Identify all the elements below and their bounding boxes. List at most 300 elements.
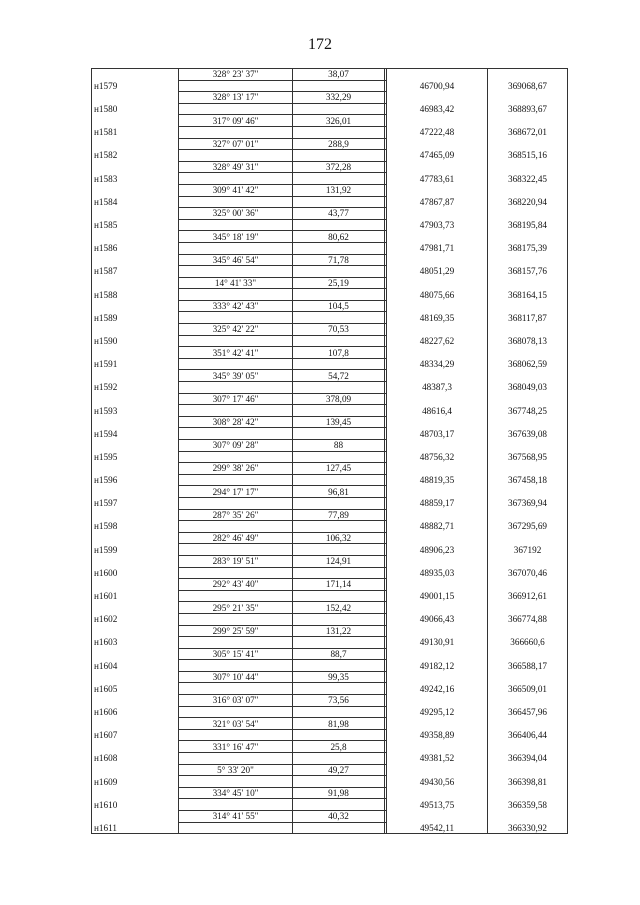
point-row [92,382,568,394]
y-cell [488,115,568,127]
length-cell: 127,45 [293,463,385,475]
x-cell: 48859,17 [387,497,488,509]
x-cell: 48882,71 [387,521,488,533]
segment-row [92,115,568,127]
point-cell: н1580 [92,103,179,115]
length-cell [293,358,385,370]
point-row [92,312,568,324]
length-cell: 131,22 [293,625,385,637]
point-row [92,150,568,162]
y-cell: 368515,16 [488,150,568,162]
angle-cell [179,80,293,92]
length-cell: 99,35 [293,671,385,683]
point-row [92,405,568,417]
x-cell: 48935,03 [387,567,488,579]
length-cell: 91,98 [293,787,385,799]
y-cell [488,555,568,567]
x-cell [387,370,488,382]
x-cell [387,300,488,312]
angle-cell [179,544,293,556]
angle-cell: 328° 13' 17" [179,92,293,104]
point-row [92,637,568,649]
point-cell: н1596 [92,474,179,486]
point-row [92,613,568,625]
segment-row [92,138,568,150]
y-cell: 366774,88 [488,613,568,625]
point-row [92,590,568,602]
length-cell: 106,32 [293,532,385,544]
segment-row [92,811,568,823]
angle-cell: 331° 16' 47" [179,741,293,753]
point-row [92,219,568,231]
length-cell [293,103,385,115]
x-cell: 49430,56 [387,776,488,788]
length-cell [293,613,385,625]
y-cell [488,602,568,614]
angle-cell: 327° 07' 01" [179,138,293,150]
x-cell: 48906,23 [387,544,488,556]
x-cell: 48703,17 [387,428,488,440]
y-cell: 367369,94 [488,497,568,509]
x-cell: 46983,42 [387,103,488,115]
point-cell: н1611 [92,822,179,834]
point-cell: н1603 [92,637,179,649]
point-cell [92,509,179,521]
x-cell [387,625,488,637]
y-cell [488,92,568,104]
point-cell: н1592 [92,382,179,394]
length-cell [293,776,385,788]
angle-cell [179,822,293,834]
point-cell [92,393,179,405]
x-cell: 48756,32 [387,451,488,463]
y-cell: 366406,44 [488,729,568,741]
length-cell: 71,78 [293,254,385,266]
x-cell [387,277,488,289]
angle-cell: 287° 35' 26" [179,509,293,521]
point-cell [92,440,179,452]
length-cell [293,706,385,718]
segment-row [92,602,568,614]
x-cell: 47867,87 [387,196,488,208]
x-cell [387,324,488,336]
length-cell [293,451,385,463]
point-cell [92,161,179,173]
point-row [92,544,568,556]
y-cell: 368164,15 [488,289,568,301]
angle-cell [179,799,293,811]
x-cell [387,811,488,823]
x-cell: 49358,89 [387,729,488,741]
y-cell: 366509,01 [488,683,568,695]
y-cell: 366398,81 [488,776,568,788]
angle-cell: 307° 10' 44" [179,671,293,683]
angle-cell [179,590,293,602]
angle-cell: 292° 43' 40" [179,579,293,591]
point-row [92,242,568,254]
y-cell [488,741,568,753]
angle-cell: 314° 41' 55" [179,811,293,823]
length-cell [293,590,385,602]
point-cell: н1587 [92,266,179,278]
point-row [92,799,568,811]
angle-cell [179,729,293,741]
y-cell [488,370,568,382]
angle-cell: 325° 42' 22" [179,324,293,336]
angle-cell [179,358,293,370]
x-cell: 48051,29 [387,266,488,278]
y-cell [488,277,568,289]
point-cell [92,138,179,150]
y-cell [488,463,568,475]
point-cell: н1600 [92,567,179,579]
page-number: 172 [308,36,332,53]
angle-cell: 328° 49' 31" [179,161,293,173]
point-cell: н1582 [92,150,179,162]
point-cell [92,648,179,660]
length-cell: 81,98 [293,718,385,730]
point-row [92,521,568,533]
y-cell: 366330,92 [488,822,568,834]
coordinates-table [91,68,568,834]
length-cell [293,521,385,533]
y-cell: 368220,94 [488,196,568,208]
x-cell [387,393,488,405]
point-cell: н1595 [92,451,179,463]
x-cell: 47222,48 [387,126,488,138]
segment-row [92,718,568,730]
y-cell: 367568,95 [488,451,568,463]
x-cell [387,416,488,428]
point-row [92,80,568,92]
length-cell [293,753,385,765]
y-cell: 366912,61 [488,590,568,602]
x-cell: 48334,29 [387,358,488,370]
point-cell [92,254,179,266]
point-cell [92,671,179,683]
y-cell: 368078,13 [488,335,568,347]
point-cell: н1599 [92,544,179,556]
angle-cell [179,173,293,185]
y-cell [488,532,568,544]
length-cell [293,428,385,440]
angle-cell [179,706,293,718]
angle-cell [179,242,293,254]
length-cell: 70,53 [293,324,385,336]
x-cell: 48819,35 [387,474,488,486]
point-cell [92,115,179,127]
length-cell: 25,19 [293,277,385,289]
length-cell: 139,45 [293,416,385,428]
y-cell [488,416,568,428]
y-cell [488,69,568,81]
angle-cell: 307° 09' 28" [179,440,293,452]
angle-cell [179,428,293,440]
x-cell [387,208,488,220]
x-cell [387,671,488,683]
length-cell: 49,27 [293,764,385,776]
x-cell: 49130,91 [387,637,488,649]
segment-row [92,300,568,312]
point-cell: н1585 [92,219,179,231]
angle-cell [179,289,293,301]
y-cell [488,486,568,498]
x-cell: 48075,66 [387,289,488,301]
length-cell [293,474,385,486]
point-row [92,683,568,695]
x-cell [387,231,488,243]
point-cell: н1583 [92,173,179,185]
length-cell [293,729,385,741]
segment-row [92,555,568,567]
length-cell [293,637,385,649]
y-cell [488,764,568,776]
point-cell: н1594 [92,428,179,440]
x-cell [387,532,488,544]
segment-row [92,370,568,382]
point-cell: н1586 [92,242,179,254]
angle-cell: 294° 17' 17" [179,486,293,498]
x-cell [387,138,488,150]
y-cell: 366457,96 [488,706,568,718]
y-cell [488,695,568,707]
length-cell: 80,62 [293,231,385,243]
point-cell [92,555,179,567]
point-cell [92,347,179,359]
x-cell: 49242,16 [387,683,488,695]
angle-cell [179,382,293,394]
x-cell: 48387,3 [387,382,488,394]
angle-cell: 317° 09' 46" [179,115,293,127]
segment-row [92,440,568,452]
point-cell [92,602,179,614]
angle-cell: 282° 46' 49" [179,532,293,544]
y-cell [488,648,568,660]
x-cell: 48616,4 [387,405,488,417]
length-cell: 378,09 [293,393,385,405]
point-cell [92,625,179,637]
angle-cell: 299° 25' 59" [179,625,293,637]
angle-cell [179,126,293,138]
segment-row [92,486,568,498]
segment-row [92,324,568,336]
point-row [92,103,568,115]
length-cell: 152,42 [293,602,385,614]
angle-cell: 345° 18' 19" [179,231,293,243]
length-cell [293,683,385,695]
point-row [92,126,568,138]
length-cell [293,660,385,672]
angle-cell: 308° 28' 42" [179,416,293,428]
point-row [92,776,568,788]
length-cell: 38,07 [293,69,385,81]
length-cell: 326,01 [293,115,385,127]
x-cell [387,648,488,660]
y-cell: 368322,45 [488,173,568,185]
length-cell [293,219,385,231]
segment-row [92,69,568,81]
length-cell: 288,9 [293,138,385,150]
y-cell: 368049,03 [488,382,568,394]
angle-cell [179,150,293,162]
angle-cell [179,335,293,347]
point-cell [92,463,179,475]
point-cell: н1597 [92,497,179,509]
x-cell: 49513,75 [387,799,488,811]
angle-cell: 309° 41' 42" [179,184,293,196]
y-cell: 368893,67 [488,103,568,115]
angle-cell: 316° 03' 07" [179,695,293,707]
y-cell [488,509,568,521]
point-row [92,474,568,486]
x-cell [387,69,488,81]
length-cell [293,266,385,278]
angle-cell: 305° 15' 41" [179,648,293,660]
length-cell [293,567,385,579]
angle-cell: 328° 23' 37" [179,69,293,81]
x-cell [387,555,488,567]
angle-cell: 345° 39' 05" [179,370,293,382]
x-cell [387,115,488,127]
point-cell: н1605 [92,683,179,695]
angle-cell [179,103,293,115]
point-cell: н1589 [92,312,179,324]
length-cell [293,150,385,162]
point-row [92,497,568,509]
x-cell [387,486,488,498]
angle-cell [179,567,293,579]
x-cell: 48227,62 [387,335,488,347]
length-cell: 88,7 [293,648,385,660]
point-row [92,753,568,765]
y-cell: 368157,76 [488,266,568,278]
y-cell [488,671,568,683]
y-cell [488,208,568,220]
y-cell: 368195,84 [488,219,568,231]
x-cell [387,741,488,753]
length-cell: 171,14 [293,579,385,591]
segment-row [92,416,568,428]
x-cell: 47903,73 [387,219,488,231]
length-cell [293,196,385,208]
angle-cell: 5° 33' 20" [179,764,293,776]
point-cell [92,231,179,243]
length-cell: 88 [293,440,385,452]
y-cell: 367458,18 [488,474,568,486]
x-cell: 47465,09 [387,150,488,162]
point-cell [92,208,179,220]
point-cell: н1601 [92,590,179,602]
length-cell: 54,72 [293,370,385,382]
point-cell [92,764,179,776]
x-cell: 49182,12 [387,660,488,672]
x-cell [387,92,488,104]
y-cell: 369068,67 [488,80,568,92]
y-cell [488,811,568,823]
x-cell [387,184,488,196]
length-cell: 332,29 [293,92,385,104]
angle-cell [179,405,293,417]
point-row [92,706,568,718]
x-cell [387,579,488,591]
y-cell: 367192 [488,544,568,556]
length-cell: 372,28 [293,161,385,173]
segment-row [92,393,568,405]
x-cell [387,440,488,452]
y-cell [488,787,568,799]
angle-cell: 307° 17' 46" [179,393,293,405]
length-cell: 104,5 [293,300,385,312]
angle-cell [179,613,293,625]
y-cell: 367748,25 [488,405,568,417]
y-cell [488,393,568,405]
y-cell [488,254,568,266]
segment-row [92,695,568,707]
point-cell [92,579,179,591]
point-row [92,822,568,834]
y-cell [488,184,568,196]
point-row [92,567,568,579]
y-cell [488,300,568,312]
segment-row [92,347,568,359]
y-cell [488,718,568,730]
length-cell [293,126,385,138]
x-cell: 47981,71 [387,242,488,254]
x-cell [387,695,488,707]
angle-cell [179,266,293,278]
length-cell: 43,77 [293,208,385,220]
x-cell: 49542,11 [387,822,488,834]
y-cell [488,347,568,359]
angle-cell [179,521,293,533]
length-cell: 73,56 [293,695,385,707]
length-cell [293,822,385,834]
x-cell [387,254,488,266]
length-cell [293,80,385,92]
segment-row [92,509,568,521]
point-cell: н1579 [92,80,179,92]
length-cell: 77,89 [293,509,385,521]
point-row [92,428,568,440]
point-cell [92,300,179,312]
y-cell: 366588,17 [488,660,568,672]
point-cell [92,184,179,196]
x-cell [387,347,488,359]
angle-cell: 299° 38' 26" [179,463,293,475]
angle-cell [179,196,293,208]
point-cell [92,695,179,707]
y-cell [488,161,568,173]
angle-cell [179,312,293,324]
point-cell: н1608 [92,753,179,765]
segment-row [92,161,568,173]
angle-cell [179,219,293,231]
point-cell [92,486,179,498]
angle-cell [179,451,293,463]
point-row [92,173,568,185]
point-cell [92,741,179,753]
point-cell: н1581 [92,126,179,138]
x-cell [387,161,488,173]
length-cell: 124,91 [293,555,385,567]
length-cell [293,289,385,301]
y-cell: 368062,59 [488,358,568,370]
x-cell: 49001,15 [387,590,488,602]
segment-row [92,184,568,196]
segment-row [92,277,568,289]
segment-row [92,671,568,683]
y-cell: 366660,6 [488,637,568,649]
